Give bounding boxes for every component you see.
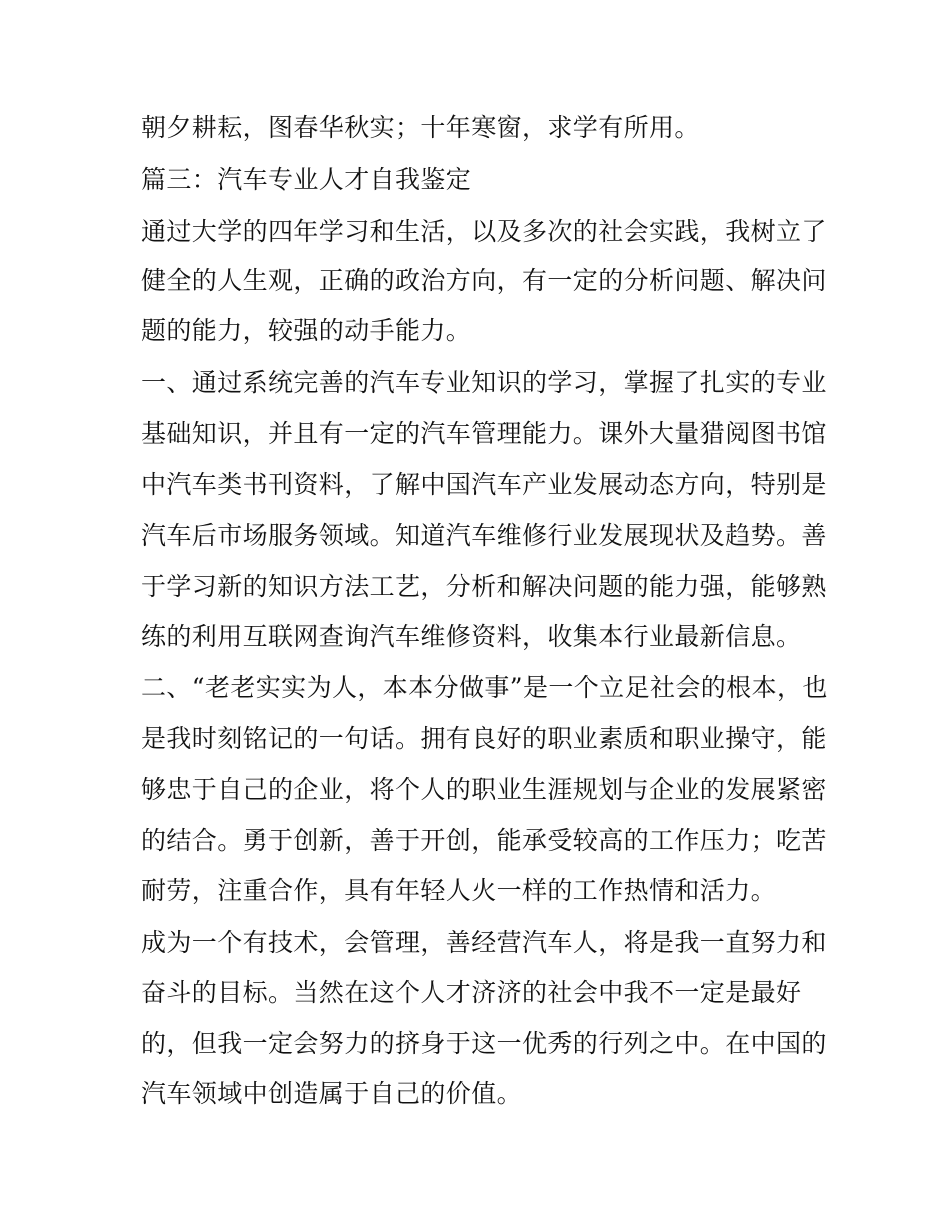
text-line: 汽车后市场服务领域。知道汽车维修行业发展现状及趋势。善 xyxy=(141,521,827,550)
text-line: 一、通过系统完善的汽车专业知识的学习，掌握了扎实的专业 xyxy=(141,368,827,397)
text-line: 成为一个有技术，会管理，善经营汽车人，将是我一直努力和 xyxy=(141,928,827,957)
text-line: 于学习新的知识方法工艺，分析和解决问题的能力强，能够熟 xyxy=(141,572,827,601)
text-line: 朝夕耕耘，图春华秋实；十年寒窗，求学有所用。 xyxy=(141,113,700,142)
text-line: 够忠于自己的企业，将个人的职业生涯规划与企业的发展紧密 xyxy=(141,775,827,804)
text-line: 练的利用互联网查询汽车维修资料，收集本行业最新信息。 xyxy=(141,622,802,651)
text-line: 汽车领域中创造属于自己的价值。 xyxy=(141,1079,523,1108)
text-line: 奋斗的目标。当然在这个人才济济的社会中我不一定是最好 xyxy=(141,978,802,1007)
text-line: 是我时刻铭记的一句话。拥有良好的职业素质和职业操守，能 xyxy=(141,724,827,753)
text-line: 的，但我一定会努力的挤身于这一优秀的行列之中。在中国的 xyxy=(141,1029,827,1058)
text-line: 基础知识，并且有一定的汽车管理能力。课外大量猎阅图书馆 xyxy=(141,419,827,448)
text-line: 题的能力，较强的动手能力。 xyxy=(141,316,472,345)
section-heading: 篇三：汽车专业人才自我鉴定 xyxy=(141,165,472,194)
text-line: 通过大学的四年学习和生活，以及多次的社会实践，我树立了 xyxy=(141,217,827,246)
text-line: 耐劳，注重合作，具有年轻人火一样的工作热情和活力。 xyxy=(141,876,777,905)
text-line: 的结合。勇于创新，善于开创，能承受较高的工作压力；吃苦 xyxy=(141,826,827,855)
text-line: 健全的人生观，正确的政治方向，有一定的分析问题、解决问 xyxy=(141,266,827,295)
text-line: 中汽车类书刊资料，了解中国汽车产业发展动态方向，特别是 xyxy=(141,470,827,499)
text-line: 二、“老老实实为人，本本分做事”是一个立足社会的根本，也 xyxy=(141,673,828,702)
